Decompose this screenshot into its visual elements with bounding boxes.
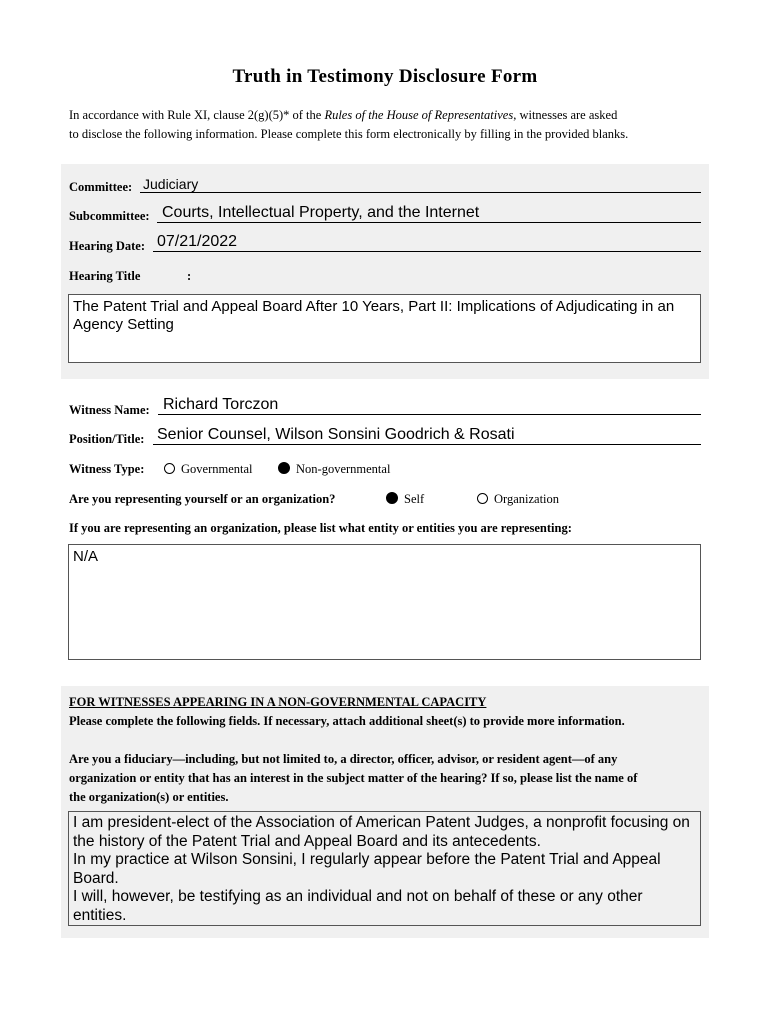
- position-field[interactable]: [153, 427, 701, 445]
- entities-label: If you are representing an organization, please list what entity or entities you are representing:: [69, 521, 572, 535]
- hearing-title-box[interactable]: The Patent Trial and Appeal Board After 10 Years, Part II: Implications of Adjudicating in an Agency Setting: [68, 294, 701, 363]
- fiduciary-answer-line: I will, however, be testifying as an individual and not on behalf of these or any other entities.: [73, 888, 643, 924]
- representing-label: Are you representing yourself or an organization?: [69, 492, 336, 506]
- witness-type-governmental-option[interactable]: Governmental: [164, 462, 253, 477]
- form-title: Truth in Testimony Disclosure Form: [232, 66, 538, 87]
- entities-box[interactable]: N/A: [68, 544, 701, 660]
- committee-value: Judiciary: [143, 176, 199, 192]
- form-intro: [69, 106, 719, 144]
- fiduciary-question: Are you a fiduciary—including, but not limited to, a director, officer, advisor, or resident agent—of any organization or entity that has an interest in the subject matter of the hearing? If so, please list the name of the organization(s) or entities.: [69, 752, 638, 804]
- intro-line-1: In accordance with Rule XI, clause 2(g)(5)* of the Rules of the House of Representatives, witnesses are asked: [69, 108, 618, 122]
- fiduciary-answer-line: the history of the Patent Trial and Appeal Board and its antecedents.: [73, 832, 541, 850]
- represent-organization-option[interactable]: Organization: [477, 492, 559, 507]
- witness-name-label: Witness Name:: [69, 403, 150, 417]
- governmental-radio[interactable]: [164, 463, 175, 474]
- nongovernmental-radio-selected[interactable]: [278, 462, 290, 474]
- hearing-title-label: Hearing Title: [69, 269, 141, 283]
- hearing-title-colon: :: [187, 269, 192, 283]
- nongov-instruction: Please complete the following fields. If necessary, attach additional sheet(s) to provide more information.: [69, 714, 625, 728]
- organization-radio[interactable]: [477, 493, 488, 504]
- fiduciary-answer-line: In my practice at Wilson Sonsini, I regularly appear before the Patent Trial and Appeal Board.: [73, 851, 661, 887]
- position-label: Position/Title:: [69, 432, 145, 446]
- hearing-date-value: 07/21/2022: [157, 233, 238, 250]
- fiduciary-answer-box[interactable]: [68, 811, 701, 926]
- witness-name-field[interactable]: [158, 397, 701, 415]
- position-value: Senior Counsel, Wilson Sonsini Goodrich & Rosati: [157, 426, 515, 443]
- committee-label: Committee:: [69, 180, 133, 194]
- represent-self-option[interactable]: Self: [386, 492, 424, 507]
- witness-name-value: Richard Torczon: [163, 396, 279, 413]
- subcommittee-label: Subcommittee:: [69, 209, 150, 223]
- nongov-heading: FOR WITNESSES APPEARING IN A NON-GOVERNMENTAL CAPACITY: [69, 695, 487, 709]
- intro-line-2: to disclose the following information. Please complete this form electronically by filling in the provided blanks.: [69, 127, 629, 141]
- hearing-date-label: Hearing Date:: [69, 239, 146, 253]
- subcommittee-value: Courts, Intellectual Property, and the Internet: [162, 204, 480, 221]
- subcommittee-field[interactable]: [157, 205, 701, 223]
- witness-type-nongovernmental-option[interactable]: Non-governmental: [278, 462, 390, 477]
- self-radio-selected[interactable]: [386, 492, 398, 504]
- rules-reference: Rules of the House of Representatives: [324, 108, 514, 122]
- fiduciary-answer-line: I am president-elect of the Association of American Patent Judges, a nonprofit focusing on: [73, 814, 690, 831]
- witness-type-label: Witness Type:: [69, 462, 145, 476]
- hearing-date-field[interactable]: [153, 234, 701, 252]
- committee-field[interactable]: [140, 175, 701, 193]
